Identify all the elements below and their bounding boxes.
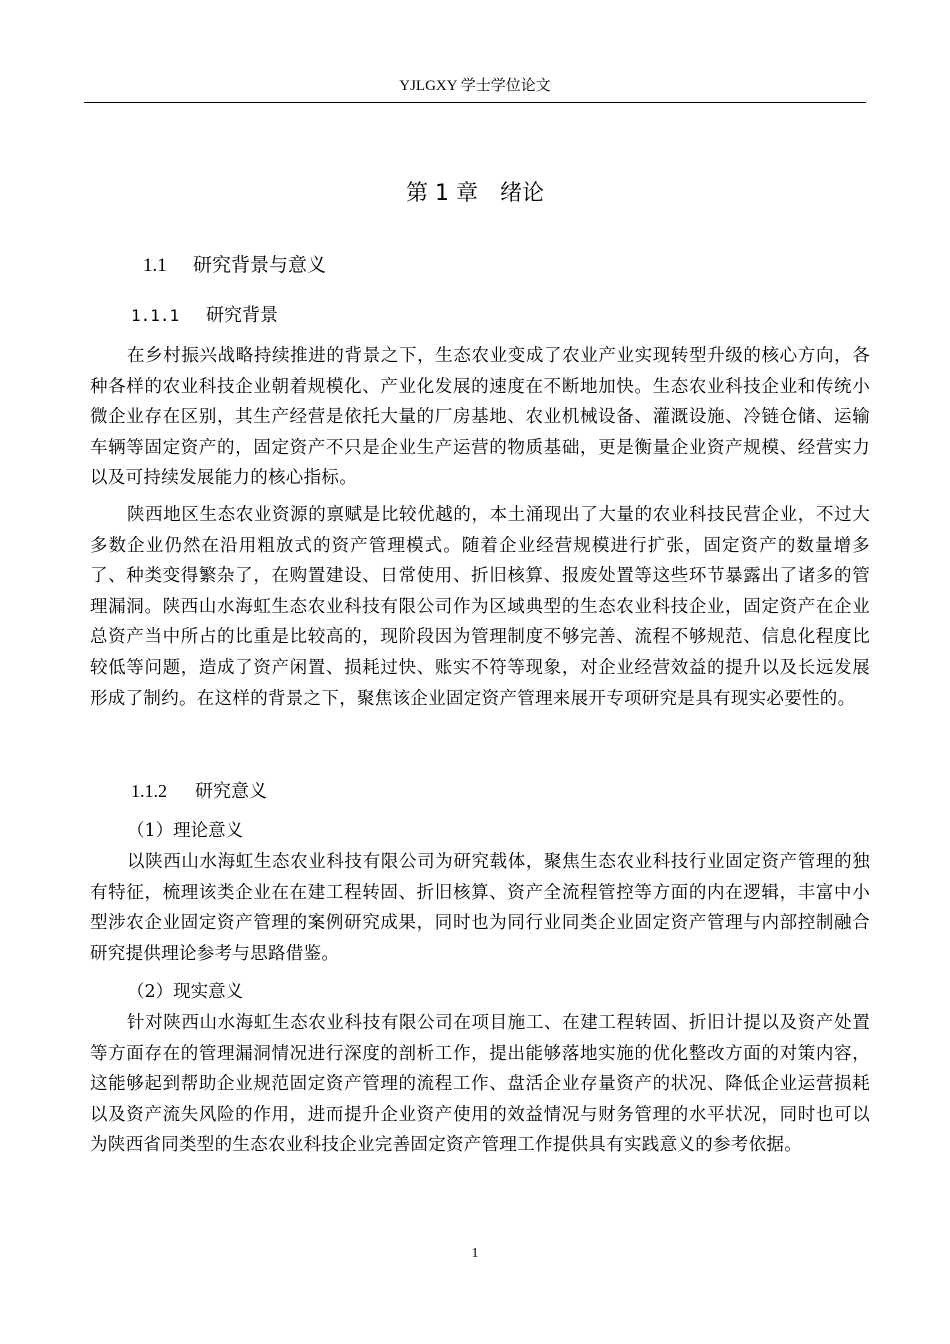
running-header: YJLGXY 学士学位论文	[399, 78, 551, 94]
section-title: 研究背景	[206, 305, 278, 326]
subheading-theory: （1）理论意义	[127, 821, 244, 841]
section-title: 研究背景与意义	[193, 254, 327, 276]
section-heading-1-1-1	[131, 303, 278, 329]
section-number: 1.1	[143, 255, 167, 276]
section-title: 研究意义	[195, 781, 267, 802]
subheading-practice: （2）现实意义	[127, 982, 244, 1002]
paragraph-practice: 针对陕西山水海虹生态农业科技有限公司在项目施工、在建工程转固、折旧计提以及资产处置等方面存在的管理漏洞情况进行深度的剖析工作，提出能够落地实施的优化整改方面的对策内容，这能够起到帮助企业规范固定资产管理的流程工作、盘活企业存量资产的状况、降低企业运营损耗以及资产流失风险的作用，进而提升企业资产使用的效益情况与财务管理的水平状况，同时也可以为陕西省同类型的生态农业科技企业完善固定资产管理工作提供具有实践意义的参考依据。	[90, 1013, 870, 1156]
paragraph-theory: 以陕西山水海虹生态农业科技有限公司为研究载体，聚焦生态农业科技行业固定资产管理的独有特征，梳理该类企业在在建工程转固、折旧核算、资产全流程管控等方面的内在逻辑，丰富中小型涉农企业固定资产管理的案例研究成果，同时也为同行业同类企业固定资产管理与内部控制融合研究提供理论参考与思路借鉴。	[90, 852, 870, 964]
section-heading-1-1	[143, 251, 326, 280]
paragraph-background-2: 陕西地区生态农业资源的禀赋是比较优越的，本土涌现出了大量的农业科技民营企业，不过大多数企业仍然在沿用粗放式的资产管理模式。随着企业经营规模进行扩张，固定资产的数量增多了、种类变得繁杂了，在购置建设、日常使用、折旧核算、报废处置等这些环节暴露出了诸多的管理漏洞。陕西山水海虹生态农业科技有限公司作为区域典型的生态农业科技企业，固定资产在企业总资产当中所占的比重是比较高的，现阶段因为管理制度不够完善、流程不够规范、信息化程度比较低等问题，造成了资产闲置、损耗过快、账实不符等现象，对企业经营效益的提升以及长远发展形成了制约。在这样的背景之下，聚焦该企业固定资产管理来展开专项研究是具有现实必要性的。	[90, 505, 870, 709]
paragraph-background-1: 在乡村振兴战略持续推进的背景之下，生态农业变成了农业产业实现转型升级的核心方向，各种各样的农业科技企业朝着规模化、产业化发展的速度在不断地加快。生态农业科技企业和传统小微企业存在区别，其生产经营是依托大量的厂房基地、农业机械设备、灌溉设施、冷链仓储、运输车辆等固定资产的，固定资产不只是企业生产运营的物质基础，更是衡量企业资产规模、经营实力以及可持续发展能力的核心指标。	[90, 346, 870, 489]
section-number: 1.1.1	[131, 306, 180, 325]
header-divider	[84, 102, 866, 103]
page-number: 1	[471, 1246, 479, 1261]
section-heading-1-1-2	[131, 778, 267, 805]
section-number: 1.1.2	[131, 781, 167, 801]
chapter-title: 第 1 章 绪论	[406, 181, 544, 206]
